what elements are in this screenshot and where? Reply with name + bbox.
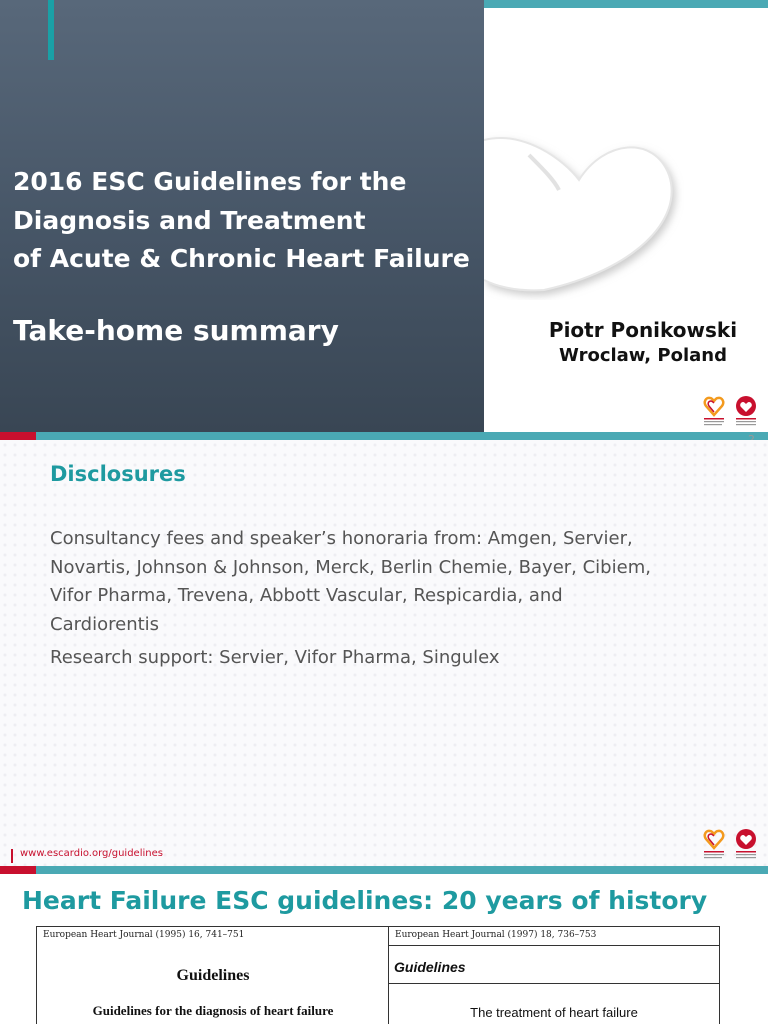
title-slide [0,0,768,432]
slide-title [13,163,483,279]
esc-logos-icon [702,393,762,427]
slide-divider [0,866,768,874]
paper-heading: Guidelines [394,959,466,975]
top-bar [484,0,768,8]
author-name: Piotr Ponikowski [548,318,738,342]
slide-divider-marker [0,432,36,440]
text-line: Consultancy fees and speaker’s honoraria from: Amgen, Servier, [50,528,633,549]
paper-rule [389,983,719,984]
history-slide [0,874,768,1024]
slide-divider-marker [0,866,36,874]
title-line: 2016 ESC Guidelines for the [13,167,407,196]
accent-bar [48,0,54,60]
text-line: Vifor Pharma, Trevena, Abbott Vascular, Respicardia, and [50,585,563,606]
author-location: Wroclaw, Poland [559,345,727,366]
slide-heading: Heart Failure ESC guidelines: 20 years of history [22,886,708,915]
text-line: Novartis, Johnson & Johnson, Merck, Berlin Chemie, Bayer, Cibiem, [50,556,651,578]
heart-watermark-icon [484,120,684,300]
paper-heading: Guidelines [176,967,250,984]
paper-1997 [388,926,720,1024]
research-support-text: Research support: Servier, Vifor Pharma, Singulex [50,647,500,668]
guidelines-link[interactable]: www.escardio.org/guidelines [20,848,163,859]
title-line: of Acute & Chronic Heart Failure [13,244,470,273]
paper-title: Guidelines for the diagnosis of heart failure [92,1003,334,1018]
paper-1995 [36,926,390,1024]
slide-subtitle: Take-home summary [13,314,339,347]
title-line: Diagnosis and Treatment [13,205,366,235]
esc-logos-icon [702,826,762,860]
paper-journal: European Heart Journal (1997) 18, 736–753 [395,930,597,940]
disclosures-slide [0,440,768,866]
paper-title: The treatment of heart failure [470,1005,638,1020]
paper-journal: European Heart Journal (1995) 16, 741–751 [43,930,245,940]
slide-heading: Disclosures [50,462,186,486]
slide-divider [0,432,768,440]
footer-marker [11,849,13,863]
consultancy-text [50,525,750,639]
text-line: Cardiorentis [50,613,160,635]
paper-rule [389,945,719,946]
